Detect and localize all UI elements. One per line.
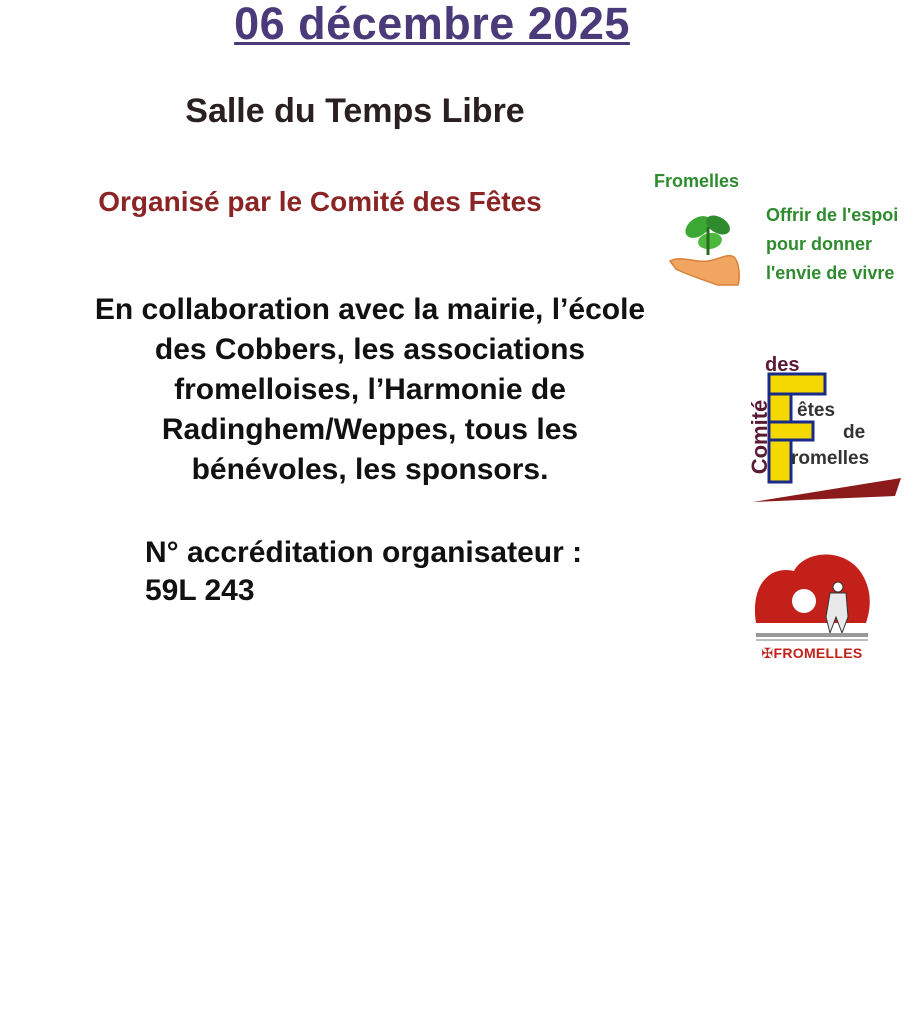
de-word: de — [843, 422, 866, 443]
etes-word: êtes — [797, 400, 836, 421]
hand-plant-icon — [668, 205, 748, 287]
accreditation-number: 59L 243 — [145, 574, 255, 607]
slogan-line: Offrir de l'espoi — [766, 205, 899, 225]
slogan-line: pour donner — [766, 234, 872, 254]
collaboration-line: bénévoles, les sponsors. — [191, 453, 549, 486]
collaboration-line: fromelloises, l’Harmonie de — [174, 373, 566, 406]
romelles-word: romelles — [791, 448, 870, 469]
collaboration-line: En collaboration avec la mairie, l’école — [94, 293, 646, 326]
organiser-line: Organisé par le Comité des Fêtes — [98, 186, 542, 217]
hand-logo-town: Fromelles — [654, 171, 740, 191]
des-word: des — [765, 354, 800, 376]
fromelles-town-logo — [750, 545, 875, 665]
town-logo-name: ✠FROMELLES — [761, 645, 863, 661]
venue: Salle du Temps Libre — [185, 92, 525, 130]
hand-plant-logo — [650, 165, 921, 290]
town-crest-icon — [750, 545, 875, 645]
hand-logo-slogan — [766, 201, 921, 288]
collaboration-text — [30, 290, 710, 490]
slogan-line: l'envie de vivre — [766, 263, 895, 283]
accreditation-label: N° accréditation organisateur : — [145, 536, 583, 569]
accreditation — [145, 534, 665, 610]
collaboration-line: des Cobbers, les associations — [154, 333, 586, 366]
comite-des-fetes-logo — [735, 352, 905, 507]
event-date: 06 décembre 2025 — [234, 0, 630, 49]
comite-word: Comité — [747, 399, 772, 475]
collaboration-line: Radinghem/Weppes, tous les — [161, 413, 579, 446]
